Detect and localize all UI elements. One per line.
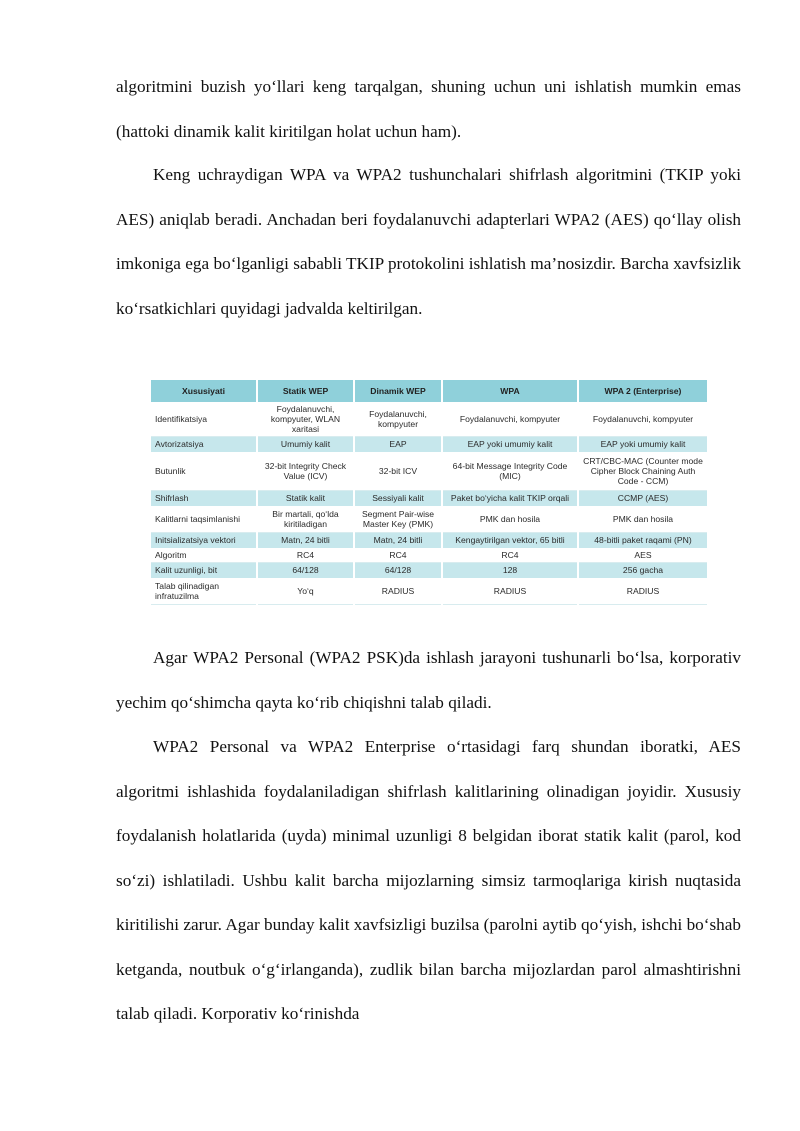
table-cell: RADIUS (354, 578, 442, 605)
table-cell: Umumiy kalit (257, 437, 354, 452)
table-cell: EAP (354, 437, 442, 452)
table-cell: Identifikatsiya (151, 402, 257, 437)
table-cell: 64/128 (257, 563, 354, 578)
table-cell: 48-bitli paket raqami (PN) (578, 533, 707, 548)
table-cell: 32-bit ICV (354, 452, 442, 491)
table-cell: Shifrlash (151, 491, 257, 506)
security-comparison-table (151, 380, 707, 605)
table-cell: EAP yoki umumiy kalit (442, 437, 578, 452)
table-cell: Bir martali, qo‘lda kiritiladigan (257, 506, 354, 533)
table-row (151, 452, 707, 491)
table-cell: Statik kalit (257, 491, 354, 506)
table-row (151, 533, 707, 548)
table-cell: Talab qilinadigan infratuzilma (151, 578, 257, 605)
table-header-cell: Dinamik WEP (354, 380, 442, 402)
table-cell: 128 (442, 563, 578, 578)
table-cell: Matn, 24 bitli (257, 533, 354, 548)
table-cell: CCMP (AES) (578, 491, 707, 506)
table-row (151, 548, 707, 563)
table-header-cell: Statik WEP (257, 380, 354, 402)
table-cell: PMK dan hosila (442, 506, 578, 533)
table-row (151, 506, 707, 533)
table-cell: Paket bo‘yicha kalit TKIP orqali (442, 491, 578, 506)
table-cell: 256 gacha (578, 563, 707, 578)
table-cell: Foydalanuvchi, kompyuter, WLAN xaritasi (257, 402, 354, 437)
table-header-cell: WPA 2 (Enterprise) (578, 380, 707, 402)
paragraph-wpa2-personal: Agar WPA2 Personal (WPA2 PSK)da ishlash jarayoni tushunarli bo‘lsa, korporativ yechim qo‘shimcha qayta ko‘rib chiqishni talab qiladi. (116, 648, 741, 712)
table-header-cell: WPA (442, 380, 578, 402)
table-cell: RADIUS (578, 578, 707, 605)
paragraph-wpa-overview: Keng uchraydigan WPA va WPA2 tushunchalari shifrlash algoritmini (TKIP yoki AES) aniqlab beradi. Anchadan beri foydalanuvchi adapterlari WPA2 (AES) qo‘llay olish imkoniga ega bo‘lganligi sababli TKIP protokolini ishlatish ma’nosizdir. Barcha xavfsizlik ko‘rsatkichlari quyidagi jadvalda keltirilgan. (116, 165, 741, 318)
table-row (151, 491, 707, 506)
table-cell: EAP yoki umumiy kalit (578, 437, 707, 452)
table-cell: Matn, 24 bitli (354, 533, 442, 548)
table-cell: CRT/CBC-MAC (Counter mode Cipher Block Chaining Auth Code - CCM) (578, 452, 707, 491)
table-cell: RC4 (257, 548, 354, 563)
table-cell: Foydalanuvchi, kompyuter (354, 402, 442, 437)
table-cell: Kalitlarni taqsimlanishi (151, 506, 257, 533)
table-cell: RC4 (354, 548, 442, 563)
table-header-row (151, 380, 707, 402)
table-row (151, 437, 707, 452)
table-cell: AES (578, 548, 707, 563)
paragraph-wpa2-enterprise: WPA2 Personal va WPA2 Enterprise o‘rtasidagi farq shundan iboratki, AES algoritmi ishlashida foydalaniladigan shifrlash kalitlarining olinadigan joyidir. Xususiy foydalanish holatlarida (uyda) minimal uzunligi 8 belgidan iborat statik kalit (parol, kod so‘zi) ishlatiladi. Ushbu kalit barcha mijozlarning simsiz tarmoqlariga kirish nuqtasida kiritilishi zarur. Agar bunday kalit xavfsizligi buzilsa (parolni aytib qo‘yish, ishchi bo‘shab ketganda, noutbuk o‘g‘irlanganda), zudlik bilan barcha mijozlardan parol almashtirishni talab qiladi. Korporativ ko‘rinishda (116, 737, 741, 1023)
table-cell: Foydalanuvchi, kompyuter (442, 402, 578, 437)
table-header-cell: Xususiyati (151, 380, 257, 402)
table-cell: RADIUS (442, 578, 578, 605)
paragraph-intro-continuation: algoritmini buzish yo‘llari keng tarqalgan, shuning uchun uni ishlatish mumkin emas (hattoki dinamik kalit kiritilgan holat uchun ham). (116, 77, 741, 141)
table-row (151, 563, 707, 578)
table-cell: Sessiyali kalit (354, 491, 442, 506)
table-cell: Segment Pair-wise Master Key (PMK) (354, 506, 442, 533)
table-cell: 64-bit Message Integrity Code (MIC) (442, 452, 578, 491)
table-cell: Avtorizatsiya (151, 437, 257, 452)
table-cell: Yo‘q (257, 578, 354, 605)
table-cell: Kalit uzunligi, bit (151, 563, 257, 578)
table-cell: Kengaytirilgan vektor, 65 bitli (442, 533, 578, 548)
table-cell: RC4 (442, 548, 578, 563)
table-cell: Butunlik (151, 452, 257, 491)
table-cell: 64/128 (354, 563, 442, 578)
table-cell: PMK dan hosila (578, 506, 707, 533)
table-row (151, 578, 707, 605)
table-cell: 32-bit Integrity Check Value (ICV) (257, 452, 354, 491)
table-row (151, 402, 707, 437)
table-cell: Foydalanuvchi, kompyuter (578, 402, 707, 437)
table-cell: Algoritm (151, 548, 257, 563)
table-cell: Initsializatsiya vektori (151, 533, 257, 548)
